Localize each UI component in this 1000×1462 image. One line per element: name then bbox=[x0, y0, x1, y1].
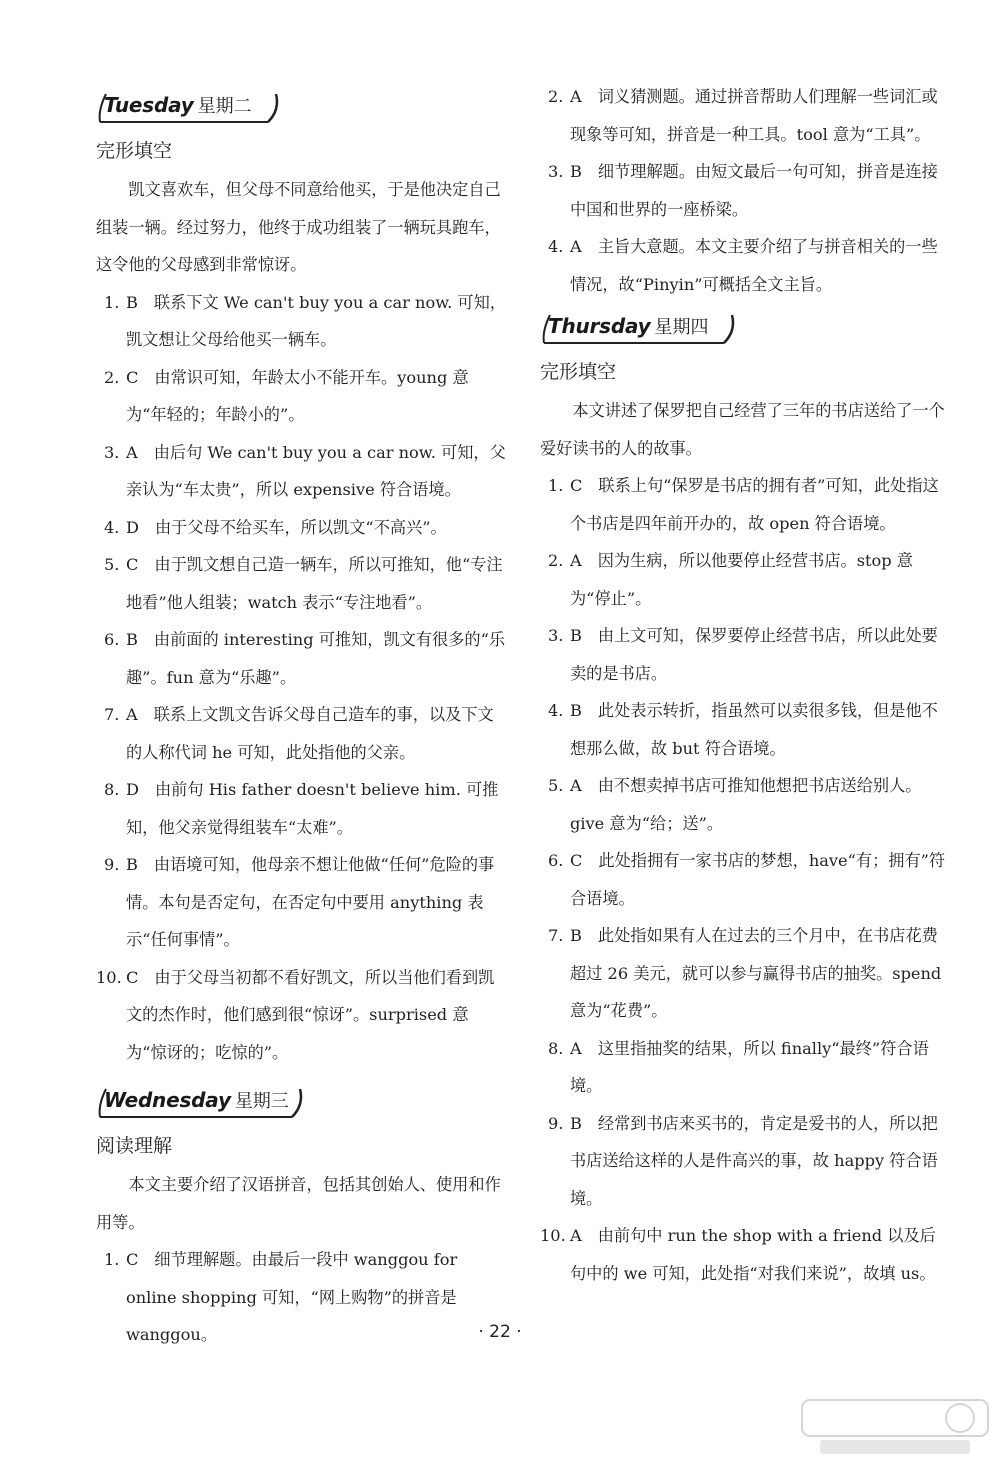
answer-item bbox=[96, 284, 508, 359]
item-number: 3. bbox=[548, 626, 564, 645]
answer-item bbox=[96, 696, 508, 771]
answer-explanation: 主旨大意题。本文主要介绍了与拼音相关的一些情况，故“Pinyin”可概括全文主旨。 bbox=[570, 237, 938, 294]
answer-explanation: 此处指如果有人在过去的三个月中，在书店花费超过 26 美元，就可以参与赢得书店的抽奖。spend 意为“花费”。 bbox=[570, 926, 942, 1020]
item-number: 10. bbox=[96, 967, 122, 987]
answer-item bbox=[96, 771, 508, 846]
answer-item bbox=[540, 617, 950, 692]
section-title: 完形填空 bbox=[540, 361, 617, 383]
answer-item bbox=[96, 546, 508, 621]
item-number: 8. bbox=[548, 1038, 564, 1058]
answer-item bbox=[96, 846, 508, 959]
item-number: 2. bbox=[104, 367, 120, 387]
answer-letter: A bbox=[570, 87, 582, 106]
answer-item bbox=[540, 692, 950, 767]
answer-letter: B bbox=[126, 630, 138, 649]
answer-explanation: 此处指拥有一家书店的梦想，have“有；拥有”符合语境。 bbox=[570, 851, 946, 908]
answer-explanation: 由前句中 run the shop with a friend 以及后句中的 we 可知，此处指“对我们来说”，故填 us。 bbox=[570, 1226, 936, 1283]
item-number: 6. bbox=[548, 851, 564, 870]
watermark-logo bbox=[800, 1398, 990, 1458]
answer-explanation: 由后句 We can't buy you a car now. 可知，父亲认为“车太贵”，所以 expensive 符合语境。 bbox=[126, 442, 506, 499]
answer-letter: B bbox=[570, 926, 582, 945]
answer-item bbox=[96, 621, 508, 696]
answer-item bbox=[540, 1105, 950, 1218]
answer-item bbox=[96, 959, 508, 1072]
item-number: 3. bbox=[548, 162, 564, 181]
answer-explanation: 联系上文凯文告诉父母自己造车的事，以及下文的人称代词 he 可知，此处指他的父亲。 bbox=[126, 705, 494, 762]
answer-letter: B bbox=[126, 855, 138, 874]
answer-explanation: 由于父母当初都不看好凯文，所以当他们看到凯文的杰作时，他们感到很“惊讶”。surprised 意为“惊讶的；吃惊的”。 bbox=[126, 967, 495, 1062]
answer-explanation: 由不想卖掉书店可推知他想把书店送给别人。give 意为“给；送”。 bbox=[570, 776, 922, 833]
answer-letter: B bbox=[126, 292, 138, 312]
answer-letter: C bbox=[126, 367, 139, 387]
answer-letter: C bbox=[570, 476, 583, 495]
answer-letter: B bbox=[570, 701, 582, 720]
answer-explanation: 词义猜测题。通过拼音帮助人们理解一些词汇或现象等可知，拼音是一种工具。tool 意为“工具”。 bbox=[570, 87, 938, 144]
heading-bracket-icon bbox=[540, 309, 740, 347]
answer-letter: C bbox=[570, 851, 583, 870]
answer-item bbox=[96, 359, 508, 434]
answer-item bbox=[540, 153, 950, 228]
answer-letter: A bbox=[570, 1038, 582, 1058]
answer-list bbox=[96, 284, 508, 1072]
answer-letter: A bbox=[570, 776, 582, 795]
answer-item bbox=[540, 767, 950, 842]
day-name-zh: 星期四 bbox=[654, 317, 709, 338]
answer-item bbox=[540, 917, 950, 1030]
answer-explanation: 由语境可知，他母亲不想让他做“任何”危险的事情。本句是否定句，在否定句中要用 anything 表示“任何事情”。 bbox=[126, 855, 495, 949]
answer-explanation: 联系上句“保罗是书店的拥有者”可知，此处指这个书店是四年前开办的，故 open 符合语境。 bbox=[570, 476, 939, 533]
answer-explanation: 由于凯文想自己造一辆车，所以可推知，他“专注地看”他人组装；watch 表示“专注地看”。 bbox=[126, 555, 503, 612]
item-number: 7. bbox=[548, 926, 564, 945]
answer-explanation: 细节理解题。由最后一段中 wanggou for online shopping 可知，“网上购物”的拼音是 wanggou。 bbox=[126, 1250, 458, 1344]
item-number: 4. bbox=[548, 237, 564, 256]
answer-explanation: 因为生病，所以他要停止经营书店。stop 意为“停止”。 bbox=[570, 551, 913, 608]
answer-letter: A bbox=[570, 1226, 582, 1245]
left-column bbox=[96, 78, 508, 1354]
tuesday-heading bbox=[96, 88, 280, 122]
answer-item bbox=[540, 542, 950, 617]
answer-explanation: 联系下文 We can't buy you a car now. 可知，凯文想让父母给他买一辆车。 bbox=[126, 292, 506, 349]
item-number: 1. bbox=[548, 476, 564, 495]
answer-item bbox=[540, 467, 950, 542]
passage-summary: 本文讲述了保罗把自己经营了三年的书店送给了一个爱好读书的人的故事。 bbox=[540, 401, 945, 458]
answer-letter: B bbox=[570, 1113, 582, 1133]
answer-letter: C bbox=[126, 967, 139, 987]
answer-explanation: 由前面的 interesting 可推知，凯文有很多的“乐趣”。fun 意为“乐趣”。 bbox=[126, 630, 506, 687]
answer-item bbox=[540, 78, 950, 153]
section-title: 阅读理解 bbox=[96, 1135, 173, 1157]
day-name-en: Wednesday bbox=[104, 1088, 231, 1112]
answer-letter: A bbox=[126, 442, 138, 462]
answer-explanation: 此处表示转折，指虽然可以卖很多钱，但是他不想那么做，故 but 符合语境。 bbox=[570, 701, 938, 758]
item-number: 1. bbox=[104, 292, 120, 312]
item-number: 8. bbox=[104, 780, 120, 799]
day-name-en: Thursday bbox=[548, 314, 651, 338]
answer-explanation: 由前句 His father doesn't believe him. 可推知，他父亲觉得组装车“太难”。 bbox=[126, 780, 499, 837]
passage-summary: 凯文喜欢车，但父母不同意给他买，于是他决定自己组装一辆。经过努力，他终于成功组装了一辆玩具跑车，这令他的父母感到非常惊讶。 bbox=[96, 180, 501, 274]
item-number: 2. bbox=[548, 551, 564, 570]
day-name-zh: 星期三 bbox=[234, 1091, 289, 1112]
answer-letter: C bbox=[126, 555, 139, 574]
answer-letter: A bbox=[570, 237, 582, 256]
answer-explanation: 细节理解题。由短文最后一句可知，拼音是连接中国和世界的一座桥梁。 bbox=[570, 162, 938, 219]
item-number: 7. bbox=[104, 705, 120, 724]
answer-item bbox=[96, 434, 508, 509]
heading-bracket-icon bbox=[96, 88, 286, 126]
item-number: 5. bbox=[548, 776, 564, 795]
item-number: 4. bbox=[104, 517, 120, 537]
answer-item bbox=[540, 1030, 950, 1105]
answer-item bbox=[540, 1217, 950, 1292]
answer-explanation: 经常到书店来买书的，肯定是爱书的人，所以把书店送给这样的人是件高兴的事，故 happy 符合语境。 bbox=[570, 1113, 938, 1208]
answer-item bbox=[540, 842, 950, 917]
item-number: 3. bbox=[104, 442, 120, 462]
answer-letter: B bbox=[570, 162, 582, 181]
item-number: 10. bbox=[540, 1226, 566, 1245]
item-number: 5. bbox=[104, 555, 120, 574]
page-number: · 22 · bbox=[478, 1322, 522, 1342]
answer-letter: D bbox=[126, 517, 139, 537]
item-number: 9. bbox=[104, 855, 120, 874]
wednesday-heading bbox=[96, 1083, 317, 1117]
item-number: 4. bbox=[548, 701, 564, 720]
right-column bbox=[540, 78, 950, 1292]
thursday-heading bbox=[540, 309, 737, 343]
answer-explanation: 由于父母不给买车，所以凯文“不高兴”。 bbox=[154, 517, 447, 537]
day-name-en: Tuesday bbox=[104, 93, 194, 117]
answer-explanation: 由上文可知，保罗要停止经营书店，所以此处要卖的是书店。 bbox=[570, 626, 938, 683]
item-number: 9. bbox=[548, 1113, 564, 1133]
section-title: 完形填空 bbox=[96, 140, 173, 162]
answer-explanation: 这里指抽奖的结果，所以 finally“最终”符合语境。 bbox=[570, 1038, 929, 1095]
item-number: 6. bbox=[104, 630, 120, 649]
answer-item bbox=[96, 509, 508, 547]
answer-letter: C bbox=[126, 1250, 139, 1269]
day-name-zh: 星期二 bbox=[197, 96, 252, 117]
answer-list bbox=[540, 467, 950, 1292]
answer-list bbox=[540, 78, 950, 303]
answer-letter: B bbox=[570, 626, 582, 645]
passage-summary: 本文主要介绍了汉语拼音，包括其创始人、使用和作用等。 bbox=[96, 1175, 501, 1232]
answer-explanation: 由常识可知，年龄太小不能开车。young 意为“年轻的；年龄小的”。 bbox=[126, 367, 469, 424]
heading-bracket-icon bbox=[96, 1083, 306, 1121]
answer-letter: D bbox=[126, 780, 139, 799]
answer-letter: A bbox=[570, 551, 582, 570]
answer-letter: A bbox=[126, 705, 138, 724]
item-number: 1. bbox=[104, 1250, 120, 1269]
answer-item bbox=[540, 228, 950, 303]
item-number: 2. bbox=[548, 87, 564, 106]
